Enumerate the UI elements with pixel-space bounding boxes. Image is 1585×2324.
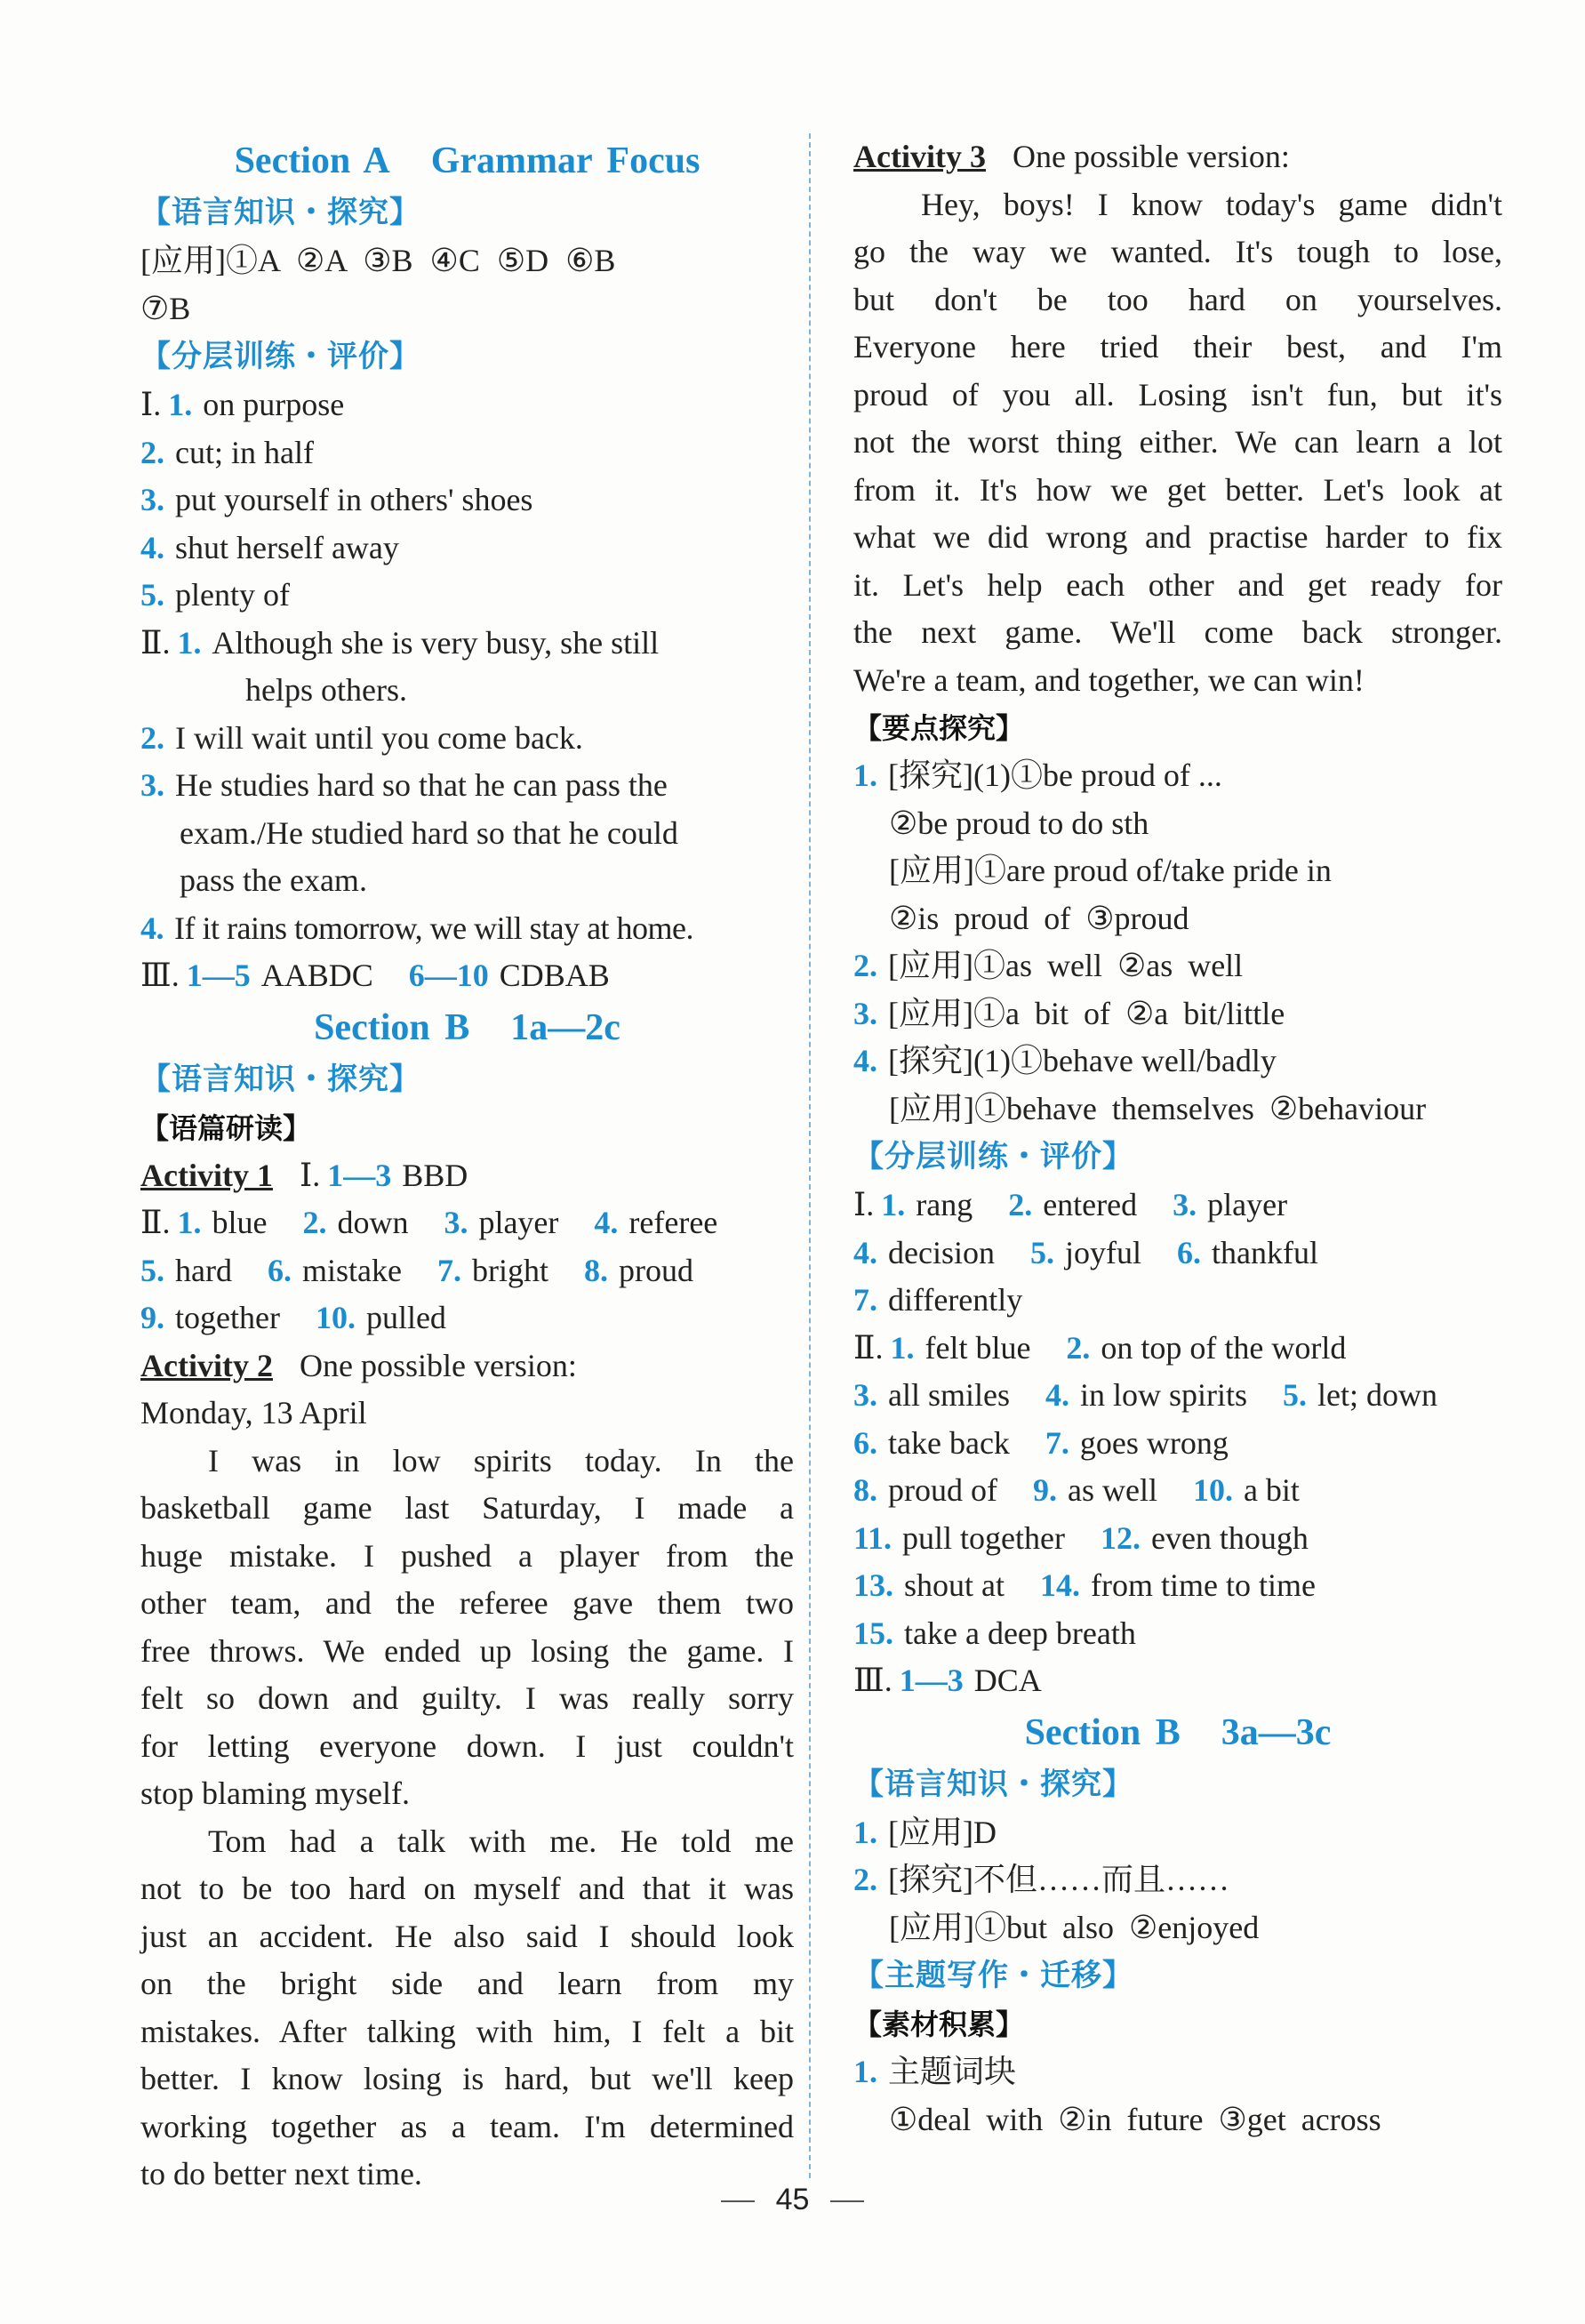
- key-1d: ②is proud of ③proud: [889, 900, 1189, 936]
- paragraph-line: it. Let's help each other and get ready for: [853, 566, 1502, 603]
- part-1-item-3: 3. put yourself in others' shoes: [140, 482, 533, 517]
- key-4a: 4. [探究](1)①behave well/badly: [853, 1043, 1277, 1078]
- paragraph-line: other team, and the referee gave them two: [140, 1585, 794, 1621]
- heading-text-study: 【语篇研读】: [140, 1110, 312, 1145]
- apply-answers: [应用]①A ②A ③B ④C ⑤D ⑥B: [140, 243, 616, 278]
- activity-1-part-2-row3: 9. together 10. pulled: [140, 1300, 446, 1335]
- paragraph-line: huge mistake. I pushed a player from the: [140, 1537, 794, 1574]
- activity-3-paragraph: [853, 181, 1502, 705]
- section-b-title: Section B 1a—2c: [314, 1006, 620, 1048]
- activity-2-paragraph-1: [140, 1438, 794, 1818]
- material-1: 1. 主题词块: [853, 2054, 1017, 2089]
- activity-2-date: Monday, 13 April: [140, 1395, 367, 1430]
- exercise-1-row3: 7. differently: [853, 1282, 1023, 1318]
- paragraph-line: We're a team, and together, we can win!: [853, 661, 1365, 698]
- page-number: 45: [0, 2183, 1585, 2217]
- activity-2-paragraph-2: [140, 1818, 794, 2199]
- heading-language-knowledge-2: 【语言知识・探究】: [140, 1061, 420, 1097]
- part-2-item-1-cont: helps others.: [245, 672, 407, 708]
- exercise-2-row4: 8. proud of 9. as well 10. a bit: [853, 1472, 1300, 1508]
- paragraph-line: basketball game last Saturday, I made a: [140, 1490, 794, 1526]
- paragraph-line: what we did wrong and practise harder to fix: [853, 519, 1502, 555]
- paragraph-line: Everyone here tried their best, and I'm: [853, 329, 1502, 365]
- section-b-2-title: Section B 3a—3c: [1024, 1711, 1332, 1753]
- exercise-1-row2: 4. decision 5. joyful 6. thankful: [853, 1234, 1318, 1270]
- heading-language-knowledge: 【语言知识・探究】: [140, 195, 420, 230]
- paragraph-line: just an accident. He also said I should look: [140, 1918, 794, 1954]
- key-1c: [应用]①are proud of/take pride in: [889, 853, 1332, 888]
- paragraph-line: but don't be too hard on yourselves.: [853, 281, 1502, 317]
- exercise-2-row7: 15. take a deep breath: [853, 1615, 1136, 1651]
- material-1-chunks: ①deal with ②in future ③get across: [889, 2101, 1381, 2137]
- part-1-item-5: 5. plenty of: [140, 577, 290, 613]
- paragraph-line: not to be too hard on myself and that it was: [140, 1871, 794, 1906]
- exercise-2-row5: 11. pull together 12. even though: [853, 1519, 1309, 1556]
- paragraph-line: working together as a team. I'm determined: [140, 2108, 794, 2144]
- paragraph-line: from it. It's how we get better. Let's look at: [853, 471, 1502, 508]
- heading-layered-training: 【分层训练・评价】: [140, 339, 420, 374]
- activity-1-part-2-row2: 5. hard 6. mistake 7. bright 8. proud: [140, 1252, 693, 1288]
- activity-1-part-2-row1: Ⅱ. 1. blue 2. down 3. player 4. referee: [140, 1205, 718, 1240]
- key-4b: [应用]①behave themselves ②behaviour: [889, 1090, 1427, 1126]
- heading-language-knowledge-3: 【语言知识・探究】: [853, 1766, 1133, 1802]
- part-2-item-2: 2. I will wait until you come back.: [140, 719, 583, 756]
- right-column: [853, 133, 1502, 2144]
- key-2: 2. [应用]①as well ②as well: [853, 948, 1244, 983]
- paragraph-line: go the way we wanted. It's tough to lose,: [853, 234, 1502, 269]
- activity-2-header: Activity 2 One possible version:: [140, 1347, 577, 1383]
- paragraph-line: I was in low spirits today. In the: [208, 1442, 794, 1479]
- heading-material-accumulation: 【素材积累】: [853, 2007, 1025, 2041]
- key-1a: 1. [探究](1)①be proud of ...: [853, 757, 1222, 793]
- section-a-title: Section A Grammar Focus: [234, 140, 700, 181]
- exercise-2-row2: 3. all smiles 4. in low spirits 5. let; down: [853, 1377, 1437, 1413]
- part-1-item-4: 4. shut herself away: [140, 529, 399, 565]
- paragraph-line: better. I know losing is hard, but we'll keep: [140, 2061, 794, 2096]
- exercise-1-row1: Ⅰ. 1. rang 2. entered 3. player: [853, 1187, 1288, 1222]
- lang-item-2-apply: [应用]①but also ②enjoyed: [889, 1909, 1260, 1945]
- part-2-item-1: Ⅱ. 1. Although she is very busy, she still: [140, 624, 660, 661]
- key-3: 3. [应用]①a bit of ②a bit/little: [853, 995, 1285, 1031]
- part-2-item-3: 3. He studies hard so that he can pass the: [140, 767, 668, 803]
- heading-key-points: 【要点探究】: [853, 711, 1025, 745]
- left-column: [140, 133, 794, 2199]
- part-2-item-3-cont1: exam./He studied hard so that he could: [180, 814, 678, 851]
- part-1-item-1: Ⅰ. 1. on purpose: [140, 387, 345, 422]
- paragraph-line: the next game. We'll come back stronger.: [853, 614, 1502, 650]
- paragraph-line: free throws. We ended up losing the game. I: [140, 1632, 794, 1669]
- exercise-2-row1: Ⅱ. 1. felt blue 2. on top of the world: [853, 1329, 1347, 1366]
- paragraph-line: Hey, boys! I know today's game didn't: [921, 186, 1502, 222]
- heading-theme-writing: 【主题写作・迁移】: [853, 1958, 1133, 1993]
- lang-item-2: 2. [探究]不但……而且……: [853, 1862, 1229, 1897]
- paragraph-line: Tom had a talk with me. He told me: [208, 1823, 794, 1859]
- paragraph-line: felt so down and guilty. I was really sorry: [140, 1680, 794, 1716]
- key-1b: ②be proud to do sth: [889, 805, 1149, 841]
- exercise-2-row6: 13. shout at 14. from time to time: [853, 1567, 1316, 1603]
- apply-answers-cont: ⑦B: [140, 290, 191, 326]
- paragraph-line: on the bright side and learn from my: [140, 1966, 794, 2001]
- heading-layered-training-2: 【分层训练・评价】: [853, 1139, 1133, 1174]
- paragraph-line: to do better next time.: [140, 2156, 422, 2192]
- part-2-item-3-cont2: pass the exam.: [180, 862, 367, 898]
- lang-item-1: 1. [应用]D: [853, 1814, 997, 1850]
- activity-3-header: Activity 3 One possible version:: [853, 139, 1290, 174]
- exercise-2-row3: 6. take back 7. goes wrong: [853, 1424, 1229, 1461]
- paragraph-line: stop blaming myself.: [140, 1775, 410, 1811]
- part-3-answers: Ⅲ. 1—5 AABDC 6—10 CDBAB: [140, 958, 610, 993]
- paragraph-line: not the worst thing either. We can learn a lot: [853, 424, 1502, 460]
- part-2-item-4: 4. If it rains tomorrow, we will stay at home.: [140, 910, 694, 946]
- column-divider: [809, 133, 811, 2178]
- paragraph-line: for letting everyone down. I just couldn't: [140, 1727, 794, 1764]
- paragraph-line: proud of you all. Losing isn't fun, but it's: [853, 376, 1502, 413]
- activity-1-part-1: Activity 1 Ⅰ. 1—3 BBD: [140, 1157, 468, 1193]
- exercise-3: Ⅲ. 1—3 DCA: [853, 1663, 1042, 1698]
- part-1-item-2: 2. cut; in half: [140, 434, 314, 470]
- paragraph-line: mistakes. After talking with him, I felt a bit: [140, 2013, 794, 2049]
